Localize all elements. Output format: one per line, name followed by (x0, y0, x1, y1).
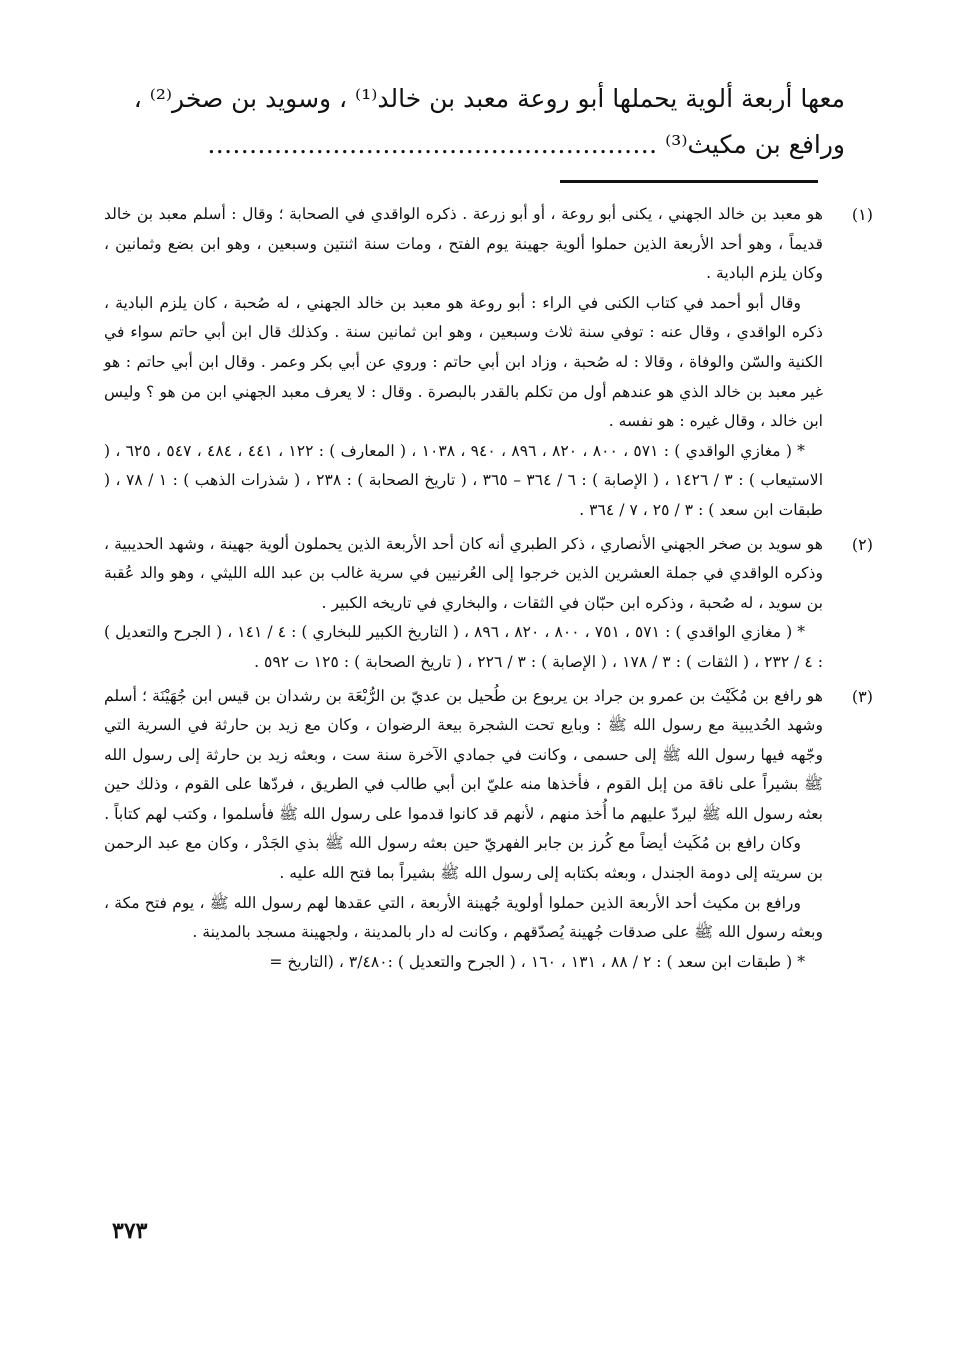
footnote-paragraph: ورافع بن مكيث أحد الأربعة الذين حملوا أولوية جُهينة الأربعة ، التي عقدها لهم رسول الله ﷺ ، يوم فتح مكة ، وبعثه رسول الله ﷺ على صدقات جُهينة يُصدّقهم ، وكانت له دار بالمدينة ، ولجهينة مسجد بالمدينة . (104, 893, 823, 942)
footnote-references: * ( طبقات ابن سعد ) : ٢ / ٨٨ ، ١٣١ ، ١٦٠ ، ( الجرح والتعديل ) :٣/٤٨٠ ، (التاريخ = (269, 952, 805, 971)
footnote-paragraph: هو معبد بن خالد الجهني ، يكنى أبو روعة ، أو أبو زرعة . ذكره الواقدي في الصحابة ؛ وقال : أسلم معبد بن خالد قديماً ، وهو أحد الأربعة الذين حملوا ألوية جهينة يوم الفتح ، ومات سنة اثنتين وسبعين ، وهو ابن بضع وثمانين ، وكان يلزم البادية . (104, 205, 823, 283)
main-text (118, 76, 845, 168)
footnote-number: (١) (851, 205, 873, 224)
footnote-references: * ( مغازي الواقدي ) : ٥٧١ ، ٧٥١ ، ٨٠٠ ، ٨٢٠ ، ٨٩٦ ، ( التاريخ الكبير للبخاري ) : ٤ / ١٤١ ، ( الجرح والتعديل ) : ٤ / ٢٣٢ ، ( الثقات ) : ٣ / ١٧٨ ، ( الإصابة ) : ٣ / ٢٢٦ ، ( تاريخ الصحابة ) : ١٢٥ ت ٥٩٢ . (104, 623, 823, 671)
footnote-paragraph: هو رافع بن مُكَيْث بن عمرو بن جراد بن يربوع بن طُحيل بن عديّ بن الرُّبْعَة بن رشدان بن قيس ابن جُهَيْنَة ؛ أسلم وشهد الحُديبية مع رسول الله ﷺ : وبايع تحت الشجرة بيعة الرضوان ، وكان مع زيد بن حارثة في السرية التي وجّهه فيها رسول الله ﷺ إلى حسمى ، وكانت في جمادي الآخرة سنة ست ، وبعثه زيد بن حارثة إلى رسول الله ﷺ بشيراً على ناقة من إبل القوم ، فأخذها منه عليّ ابن أبي طالب في الطريق ، فردّها على القوم ، وذلك حين بعثه رسول الله ﷺ ليردّ عليهم ما أُخذ منهم ، لأنهم قد كانوا قدموا على رسول الله ﷺ فأسلموا ، وكتب لهم كتاباً . (104, 686, 823, 823)
main-line: ورافع بن مكيث⁽³⁾ ……………………………………………… (207, 130, 845, 159)
footnote-paragraph: وقال أبو أحمد في كتاب الكنى في الراء : أبو روعة هو معبد بن خالد الجهني ، له صُحبة ، كان يلزم البادية ، ذكره الواقدي ، وقال عنه : توفي سنة ثلاث وسبعين ، وهو ابن ثمانين سنة . وكذلك قال ابن أبي حاتم سواء في الكنية والسّن والوفاة ، وقالا : له صُحبة ، وزاد ابن أبي حاتم : وروي عن أبي بكر وعمر . وقال ابن أبي حاتم : هو غير معبد بن خالد الذي هو عندهم أول من تكلم بالقدر بالبصرة . وقال : لا يعرف معبد الجهني ابن من هو ؟ وليس ابن خالد ، وقال غيره : هو نفسه . (104, 293, 823, 431)
footnote-references: * ( مغازي الواقدي ) : ٥٧١ ، ٨٠٠ ، ٨٢٠ ، ٨٩٦ ، ٩٤٠ ، ١٠٣٨ ، ( المعارف ) : ١٢٢ ، ٤٤١ ، ٤٨٤ ، ٥٤٧ ، ٦٢٥ ، ( الاستيعاب ) : ٣ / ١٤٢٦ ، ( الإصابة ) : ٦ / ٣٦٤ – ٣٦٥ ، ( تاريخ الصحابة ) : ٢٣٨ ، ( شذرات الذهب ) : ١ / ٧٨ ، ( طبقات ابن سعد ) : ٣ / ٢٥ ، ٧ / ٣٦٤ . (104, 441, 824, 519)
footnote-number: (٢) (851, 534, 873, 554)
page-number: ٣٧٣ (112, 1218, 148, 1244)
footnotes (104, 200, 873, 981)
footnote-paragraph: وكان رافع بن مُكَيث أيضاً مع كُرز بن جابر الفهريّ حين بعثه رسول الله ﷺ بذي الجَدْر ، وكان مع عبد الرحمن بن سريته إلى دومة الجندل ، وبعثه بكتابه إلى رسول الله ﷺ بشيراً بما فتح الله عليه . (104, 834, 823, 883)
footnote-paragraph: هو سويد بن صخر الجهني الأنصاري ، ذكر الطبري أنه كان أحد الأربعة الذين يحملون ألوية جهينة ، وشهد الحديبية ، وذكره الواقدي في جملة العشرين الذين خرجوا إلى العُرنيين في سرية غالب بن عبد الله الليثي ، وهو والد عُقبة بن سويد ، له صُحبة ، وذكره ابن حبّان في الثقات ، والبخاري في تاريخه الكبير . (104, 534, 823, 612)
main-line: معها أربعة ألوية يحملها أبو روعة معبد بن خالد⁽¹⁾ ، وسويد بن صخر⁽²⁾ ، (133, 84, 845, 113)
footnote (104, 530, 873, 678)
footnote (104, 200, 873, 526)
footnote (104, 682, 873, 978)
footnote-number: (٣) (851, 686, 873, 706)
footnote-separator (560, 180, 818, 183)
